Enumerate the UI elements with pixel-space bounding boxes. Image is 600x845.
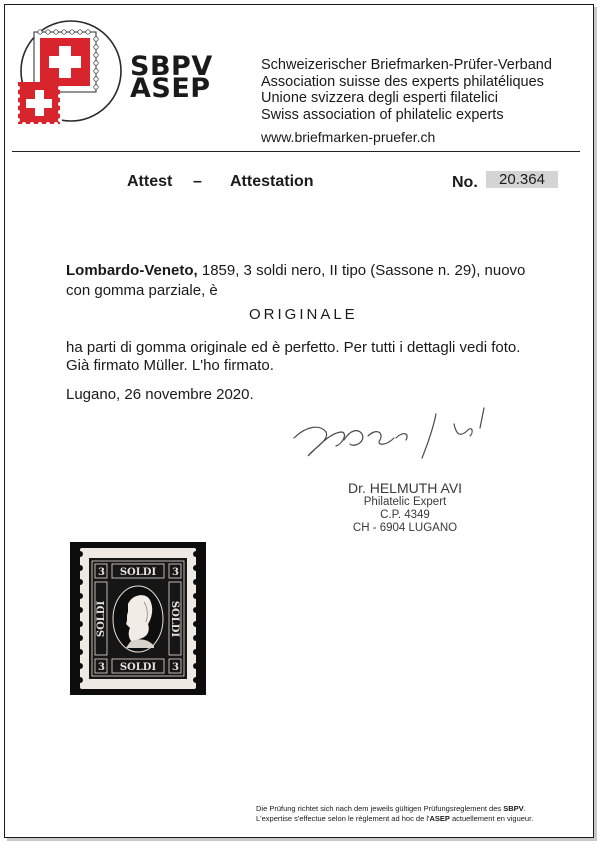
- description-line-1: [66, 262, 525, 279]
- stamp-photo: [70, 542, 206, 695]
- stamp-numeral-br: 3: [172, 662, 179, 673]
- footer-line-de-bold: SBPV: [503, 804, 524, 813]
- stamp-numeral-bl: 3: [98, 662, 105, 673]
- title-attestation: Attestation: [230, 173, 314, 190]
- footer-line-de-end: .: [523, 804, 526, 813]
- footer-line-de-text: Die Prüfung richtet sich nach dem jeweils gültigen Prüfungsreglement des: [256, 804, 504, 813]
- expert-po-box: C.P. 4349: [380, 509, 430, 521]
- description-line-3: ha parti di gomma originale ed è perfetto. Per tutti i dettagli vedi foto.: [66, 339, 521, 356]
- stamp-numeral-tl: 3: [98, 567, 105, 578]
- header-divider: [12, 151, 580, 152]
- logo-text-asep: ASEP: [130, 73, 211, 104]
- place-date: Lugano, 26 novembre 2020.: [66, 386, 254, 403]
- description-line-2: con gomma parziale, è: [66, 282, 218, 299]
- association-name-en: Swiss association of philatelic experts: [261, 106, 504, 123]
- footer-line-fr-text: L'expertise s'effectue selon le règlement ad hoc de l': [256, 814, 430, 823]
- stamp-word-left: SOLDI: [96, 600, 107, 638]
- expert-title: Philatelic Expert: [363, 496, 447, 508]
- certificate-number: 20.364: [486, 171, 558, 188]
- footer-line-fr-bold: ASEP: [429, 814, 450, 823]
- verdict: ORIGINALE: [249, 306, 358, 323]
- stamp-numeral-tr: 3: [172, 567, 179, 578]
- footer-line-fr: [256, 814, 533, 824]
- handwritten-signature: [284, 398, 494, 470]
- association-name-it: Unione svizzera degli esperti filatelici: [261, 90, 498, 106]
- expert-address: CH - 6904 LUGANO: [352, 522, 458, 534]
- sbpv-logo-icon: [14, 14, 136, 136]
- footer-line-de: [256, 804, 533, 814]
- stamp-issue-details: 1859, 3 soldi nero, II tipo (Sassone n. 29), nuovo: [197, 262, 526, 279]
- description-line-4: Già firmato Müller. L'ho firmato.: [66, 357, 274, 374]
- stamp-issue-name: Lombardo-Veneto,: [66, 262, 198, 279]
- stamp-word-right: SOLDI: [169, 600, 180, 638]
- logo-wordmark: [130, 51, 213, 104]
- stamp-word-top: SOLDI: [119, 567, 157, 578]
- association-name-fr: Association suisse des experts philatéliques: [261, 73, 544, 90]
- title-dash: –: [193, 173, 202, 190]
- footer-notice: [256, 804, 533, 824]
- stamp-word-bottom: SOLDI: [119, 662, 157, 673]
- association-name-de: Schweizerischer Briefmarken-Prüfer-Verband: [261, 57, 552, 73]
- footer-line-fr-end: actuellement en vigueur.: [449, 814, 534, 823]
- association-names: [261, 57, 552, 123]
- website-url: www.briefmarken-pruefer.ch: [261, 129, 436, 145]
- expert-name: Dr. HELMUTH AVI: [347, 480, 463, 496]
- expert-stamp: [330, 480, 480, 535]
- logo-text-sbpv: SBPV: [130, 51, 213, 82]
- certificate-number-label: No.: [452, 174, 478, 191]
- title-attest: Attest: [127, 173, 173, 190]
